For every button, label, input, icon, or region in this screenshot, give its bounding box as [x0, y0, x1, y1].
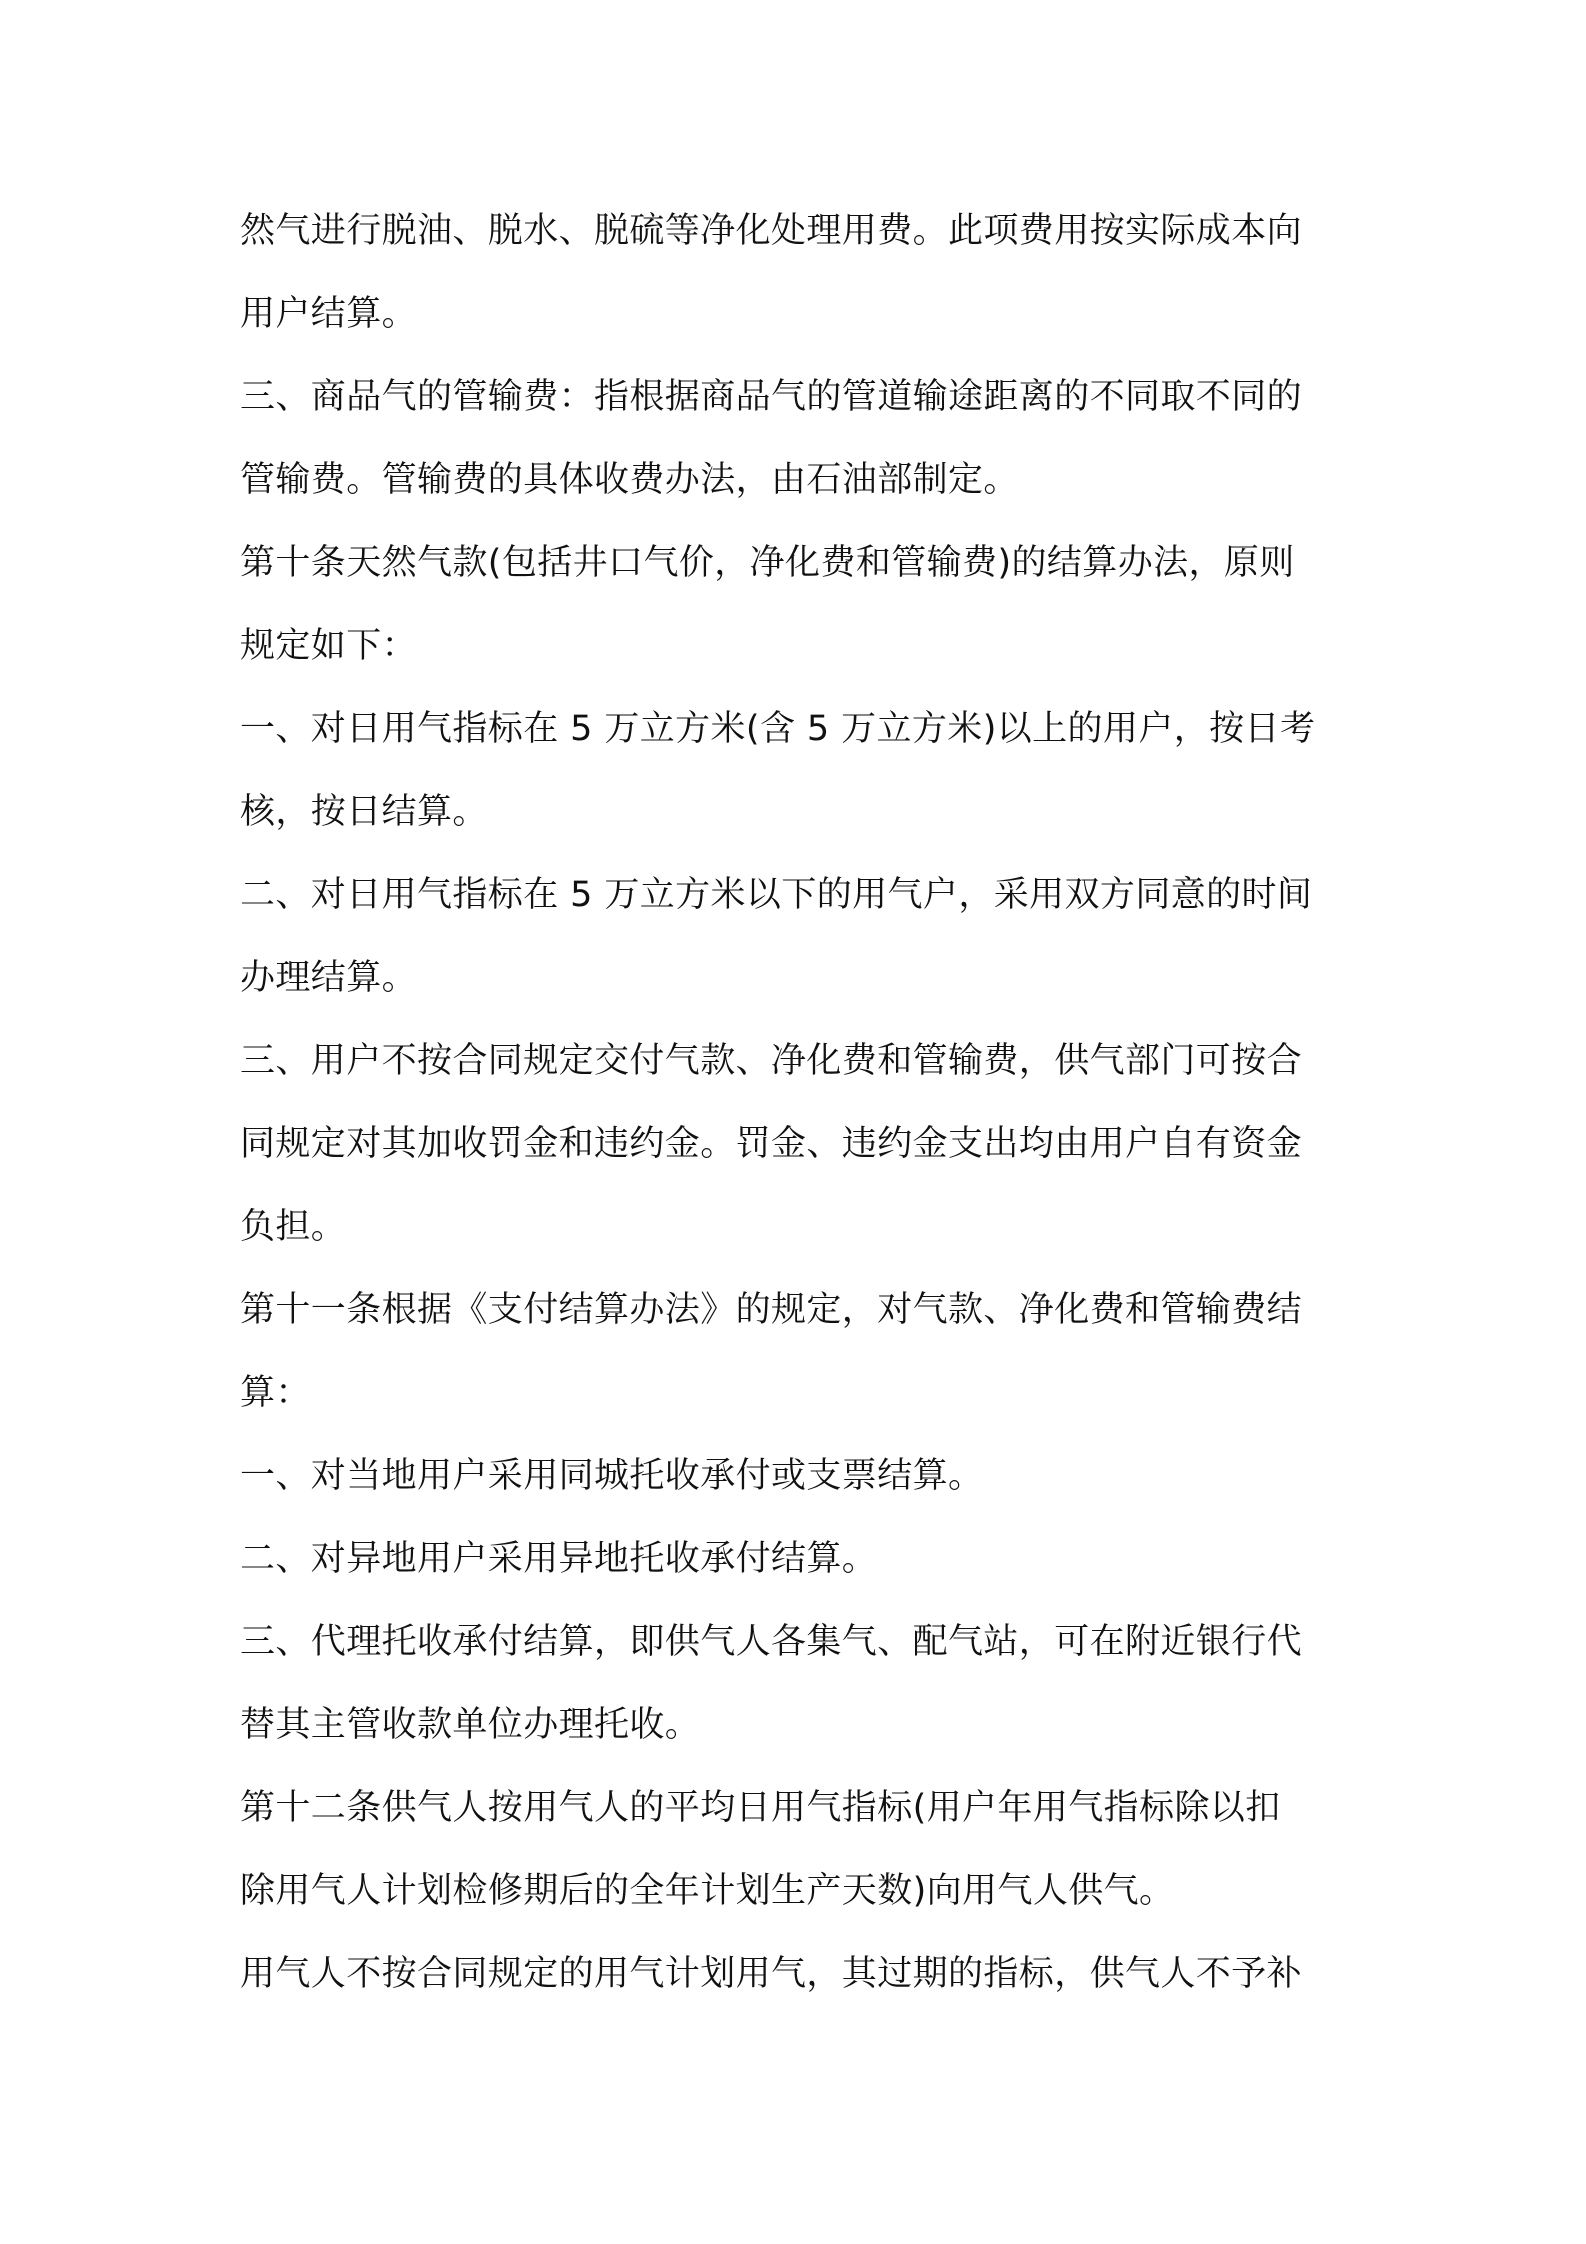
text-line: 第十一条根据《支付结算办法》的规定，对气款、净化费和管输费结 — [240, 1290, 1303, 1330]
text-line: 管输费。管输费的具体收费办法，由石油部制定。 — [240, 460, 1019, 500]
text-line: 一、对当地用户采用同城托收承付或支票结算。 — [240, 1456, 984, 1496]
text-line: 三、用户不按合同规定交付气款、净化费和管输费，供气部门可按合 — [240, 1041, 1303, 1081]
text-line: 同规定对其加收罚金和违约金。罚金、违约金支出均由用户自有资金 — [240, 1124, 1303, 1164]
text-line: 替其主管收款单位办理托收。 — [240, 1705, 701, 1745]
text-line: 三、代理托收承付结算，即供气人各集气、配气站，可在附近银行代 — [240, 1622, 1303, 1662]
paragraph-article-10 — [240, 522, 1360, 688]
text-line: 然气进行脱油、脱水、脱硫等净化处理用费。此项费用按实际成本向 — [240, 211, 1303, 251]
text-line: 三、商品气的管输费：指根据商品气的管道输途距离的不同取不同的 — [240, 377, 1303, 417]
text-line: 用户结算。 — [240, 294, 418, 334]
paragraph-pipeline-fee — [240, 356, 1360, 522]
text-line: 规定如下： — [240, 626, 418, 666]
paragraph-article-11-item-2 — [240, 1518, 1360, 1601]
paragraph-article-11-item-1 — [240, 1435, 1360, 1518]
text-line: 一、对日用气指标在 5 万立方米(含 5 万立方米)以上的用户，按日考 — [240, 709, 1316, 749]
text-line: 第十二条供气人按用气人的平均日用气指标(用户年用气指标除以扣 — [240, 1788, 1281, 1828]
paragraph-article-11-item-3 — [240, 1601, 1360, 1767]
text-line: 核，按日结算。 — [240, 792, 488, 832]
paragraph-article-10-item-2 — [240, 854, 1360, 1020]
text-line: 负担。 — [240, 1207, 347, 1247]
paragraph-purification-fee-tail — [240, 190, 1360, 356]
paragraph-article-11 — [240, 1269, 1360, 1435]
text-line: 二、对日用气指标在 5 万立方米以下的用气户，采用双方同意的时间 — [240, 875, 1313, 915]
text-line: 第十条天然气款(包括井口气价，净化费和管输费)的结算办法，原则 — [240, 543, 1295, 583]
paragraph-article-12 — [240, 1767, 1360, 1933]
text-line: 用气人不按合同规定的用气计划用气，其过期的指标，供气人不予补 — [240, 1954, 1303, 1994]
paragraph-article-12-continued — [240, 1933, 1360, 2016]
paragraph-article-10-item-1 — [240, 688, 1360, 854]
text-line: 办理结算。 — [240, 958, 418, 998]
text-line: 二、对异地用户采用异地托收承付结算。 — [240, 1539, 878, 1579]
text-line: 算： — [240, 1373, 311, 1413]
text-line: 除用气人计划检修期后的全年计划生产天数)向用气人供气。 — [240, 1871, 1175, 1911]
document-body — [240, 190, 1360, 2016]
paragraph-article-10-item-3 — [240, 1020, 1360, 1269]
